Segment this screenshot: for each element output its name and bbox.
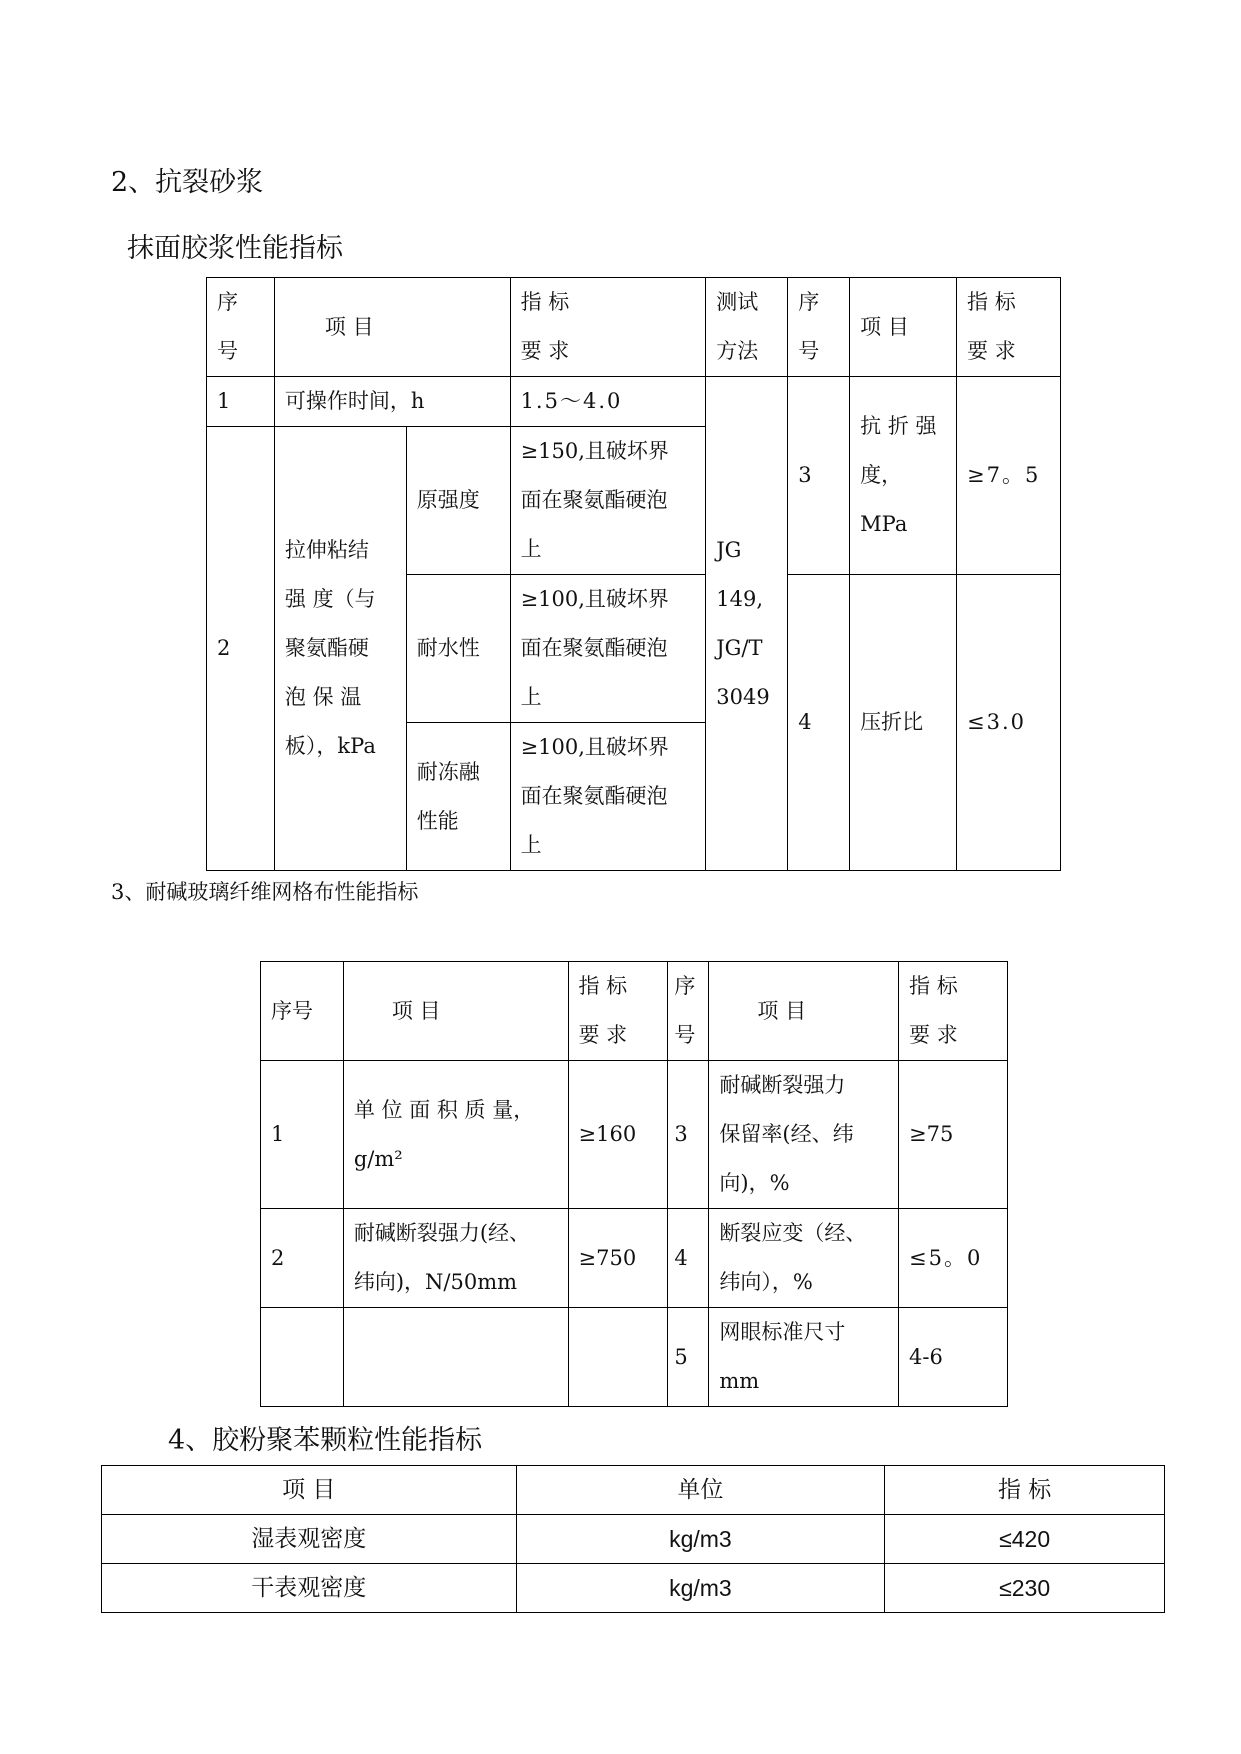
t3-row2-unit: kg/m3: [516, 1564, 885, 1613]
mortar-performance-table: [206, 277, 1061, 871]
header-test-method: 测试 方法: [706, 278, 788, 377]
row4-no: 4: [788, 575, 850, 871]
t3-header-requirement: 指 标: [885, 1466, 1165, 1515]
row2-sub2-requirement: ≥100,且破坏界 面在聚氨酯硬泡 上: [510, 575, 706, 723]
t2-row3-requirement-2: 4-6: [899, 1308, 1008, 1407]
row1-item: 可操作时间，h: [274, 377, 510, 427]
t3-row2-requirement: ≤230: [885, 1564, 1165, 1613]
t2-row3-item: [343, 1308, 568, 1407]
header-requirement-2: 指 标 要 求: [957, 278, 1061, 377]
t3-row1-item: 湿表观密度: [102, 1515, 517, 1564]
row2-sub2-name: 耐水性: [406, 575, 510, 723]
t2-header-item-2: 项 目: [709, 962, 899, 1061]
t3-row1-requirement: ≤420: [885, 1515, 1165, 1564]
t2-row2-item: 耐碱断裂强力(经、 纬向)，N/50mm: [343, 1209, 568, 1308]
header-serial-no-2: 序 号: [788, 278, 850, 377]
section-2-heading: 2、抗裂砂浆: [111, 167, 264, 198]
t2-row2-no: 2: [261, 1209, 344, 1308]
header-item: 项 目: [274, 278, 510, 377]
mesh-performance-table: [260, 961, 1008, 1407]
header-item-2: 项 目: [850, 278, 957, 377]
t2-row1-requirement-2: ≥75: [899, 1061, 1008, 1209]
t2-row3-no: [261, 1308, 344, 1407]
t2-header-serial-no: 序号: [261, 962, 344, 1061]
t3-row2-item: 干表观密度: [102, 1564, 517, 1613]
t2-header-item: 项 目: [343, 962, 568, 1061]
t3-row1-unit: kg/m3: [516, 1515, 885, 1564]
row3-requirement: ≥7。5: [957, 377, 1061, 575]
t2-row3-requirement: [568, 1308, 668, 1407]
granule-performance-table: [101, 1465, 1165, 1613]
t2-row2-item-2: 断裂应变（经、 纬向），%: [709, 1209, 899, 1308]
t2-row1-item-2: 耐碱断裂强力 保留率(经、纬 向)，%: [709, 1061, 899, 1209]
row2-sub1-requirement: ≥150,且破坏界 面在聚氨酯硬泡 上: [510, 427, 706, 575]
row1-requirement: 1.5～4.0: [510, 377, 706, 427]
header-requirement: 指 标 要 求: [510, 278, 706, 377]
t2-row3-no-2: 5: [668, 1308, 709, 1407]
row4-requirement: ≤3.0: [957, 575, 1061, 871]
row4-item: 压折比: [850, 575, 957, 871]
test-method-cell: JG 149, JG/T 3049: [706, 377, 788, 871]
t2-row3-item-2: 网眼标准尺寸 mm: [709, 1308, 899, 1407]
t2-row1-no-2: 3: [668, 1061, 709, 1209]
t2-row1-requirement: ≥160: [568, 1061, 668, 1209]
t2-row2-no-2: 4: [668, 1209, 709, 1308]
t2-header-requirement-2: 指 标 要 求: [899, 962, 1008, 1061]
header-serial-no: 序 号: [207, 278, 275, 377]
t2-header-serial-no-2: 序 号: [668, 962, 709, 1061]
section-4-heading: 4、胶粉聚苯颗粒性能指标: [168, 1425, 483, 1456]
row3-no: 3: [788, 377, 850, 575]
t2-row1-item: 单 位 面 积 质 量， g/m²: [343, 1061, 568, 1209]
t2-row2-requirement-2: ≤5。0: [899, 1209, 1008, 1308]
row2-sub3-name: 耐冻融 性能: [406, 723, 510, 871]
section-3-heading: 3、耐碱玻璃纤维网格布性能指标: [111, 880, 419, 904]
t2-row2-requirement: ≥750: [568, 1209, 668, 1308]
section-2-table-title: 抹面胶浆性能指标: [127, 233, 343, 264]
t2-row1-no: 1: [261, 1061, 344, 1209]
t3-header-unit: 单位: [516, 1466, 885, 1515]
t2-header-requirement: 指 标 要 求: [568, 962, 668, 1061]
t3-header-item: 项 目: [102, 1466, 517, 1515]
row2-sub3-requirement: ≥100,且破坏界 面在聚氨酯硬泡 上: [510, 723, 706, 871]
row2-sub1-name: 原强度: [406, 427, 510, 575]
row1-no: 1: [207, 377, 275, 427]
row3-item: 抗 折 强 度，MPa: [850, 377, 957, 575]
row2-no: 2: [207, 427, 275, 871]
row2-item: 拉伸粘结 强 度（与 聚氨酯硬 泡 保 温 板），kPa: [274, 427, 406, 871]
